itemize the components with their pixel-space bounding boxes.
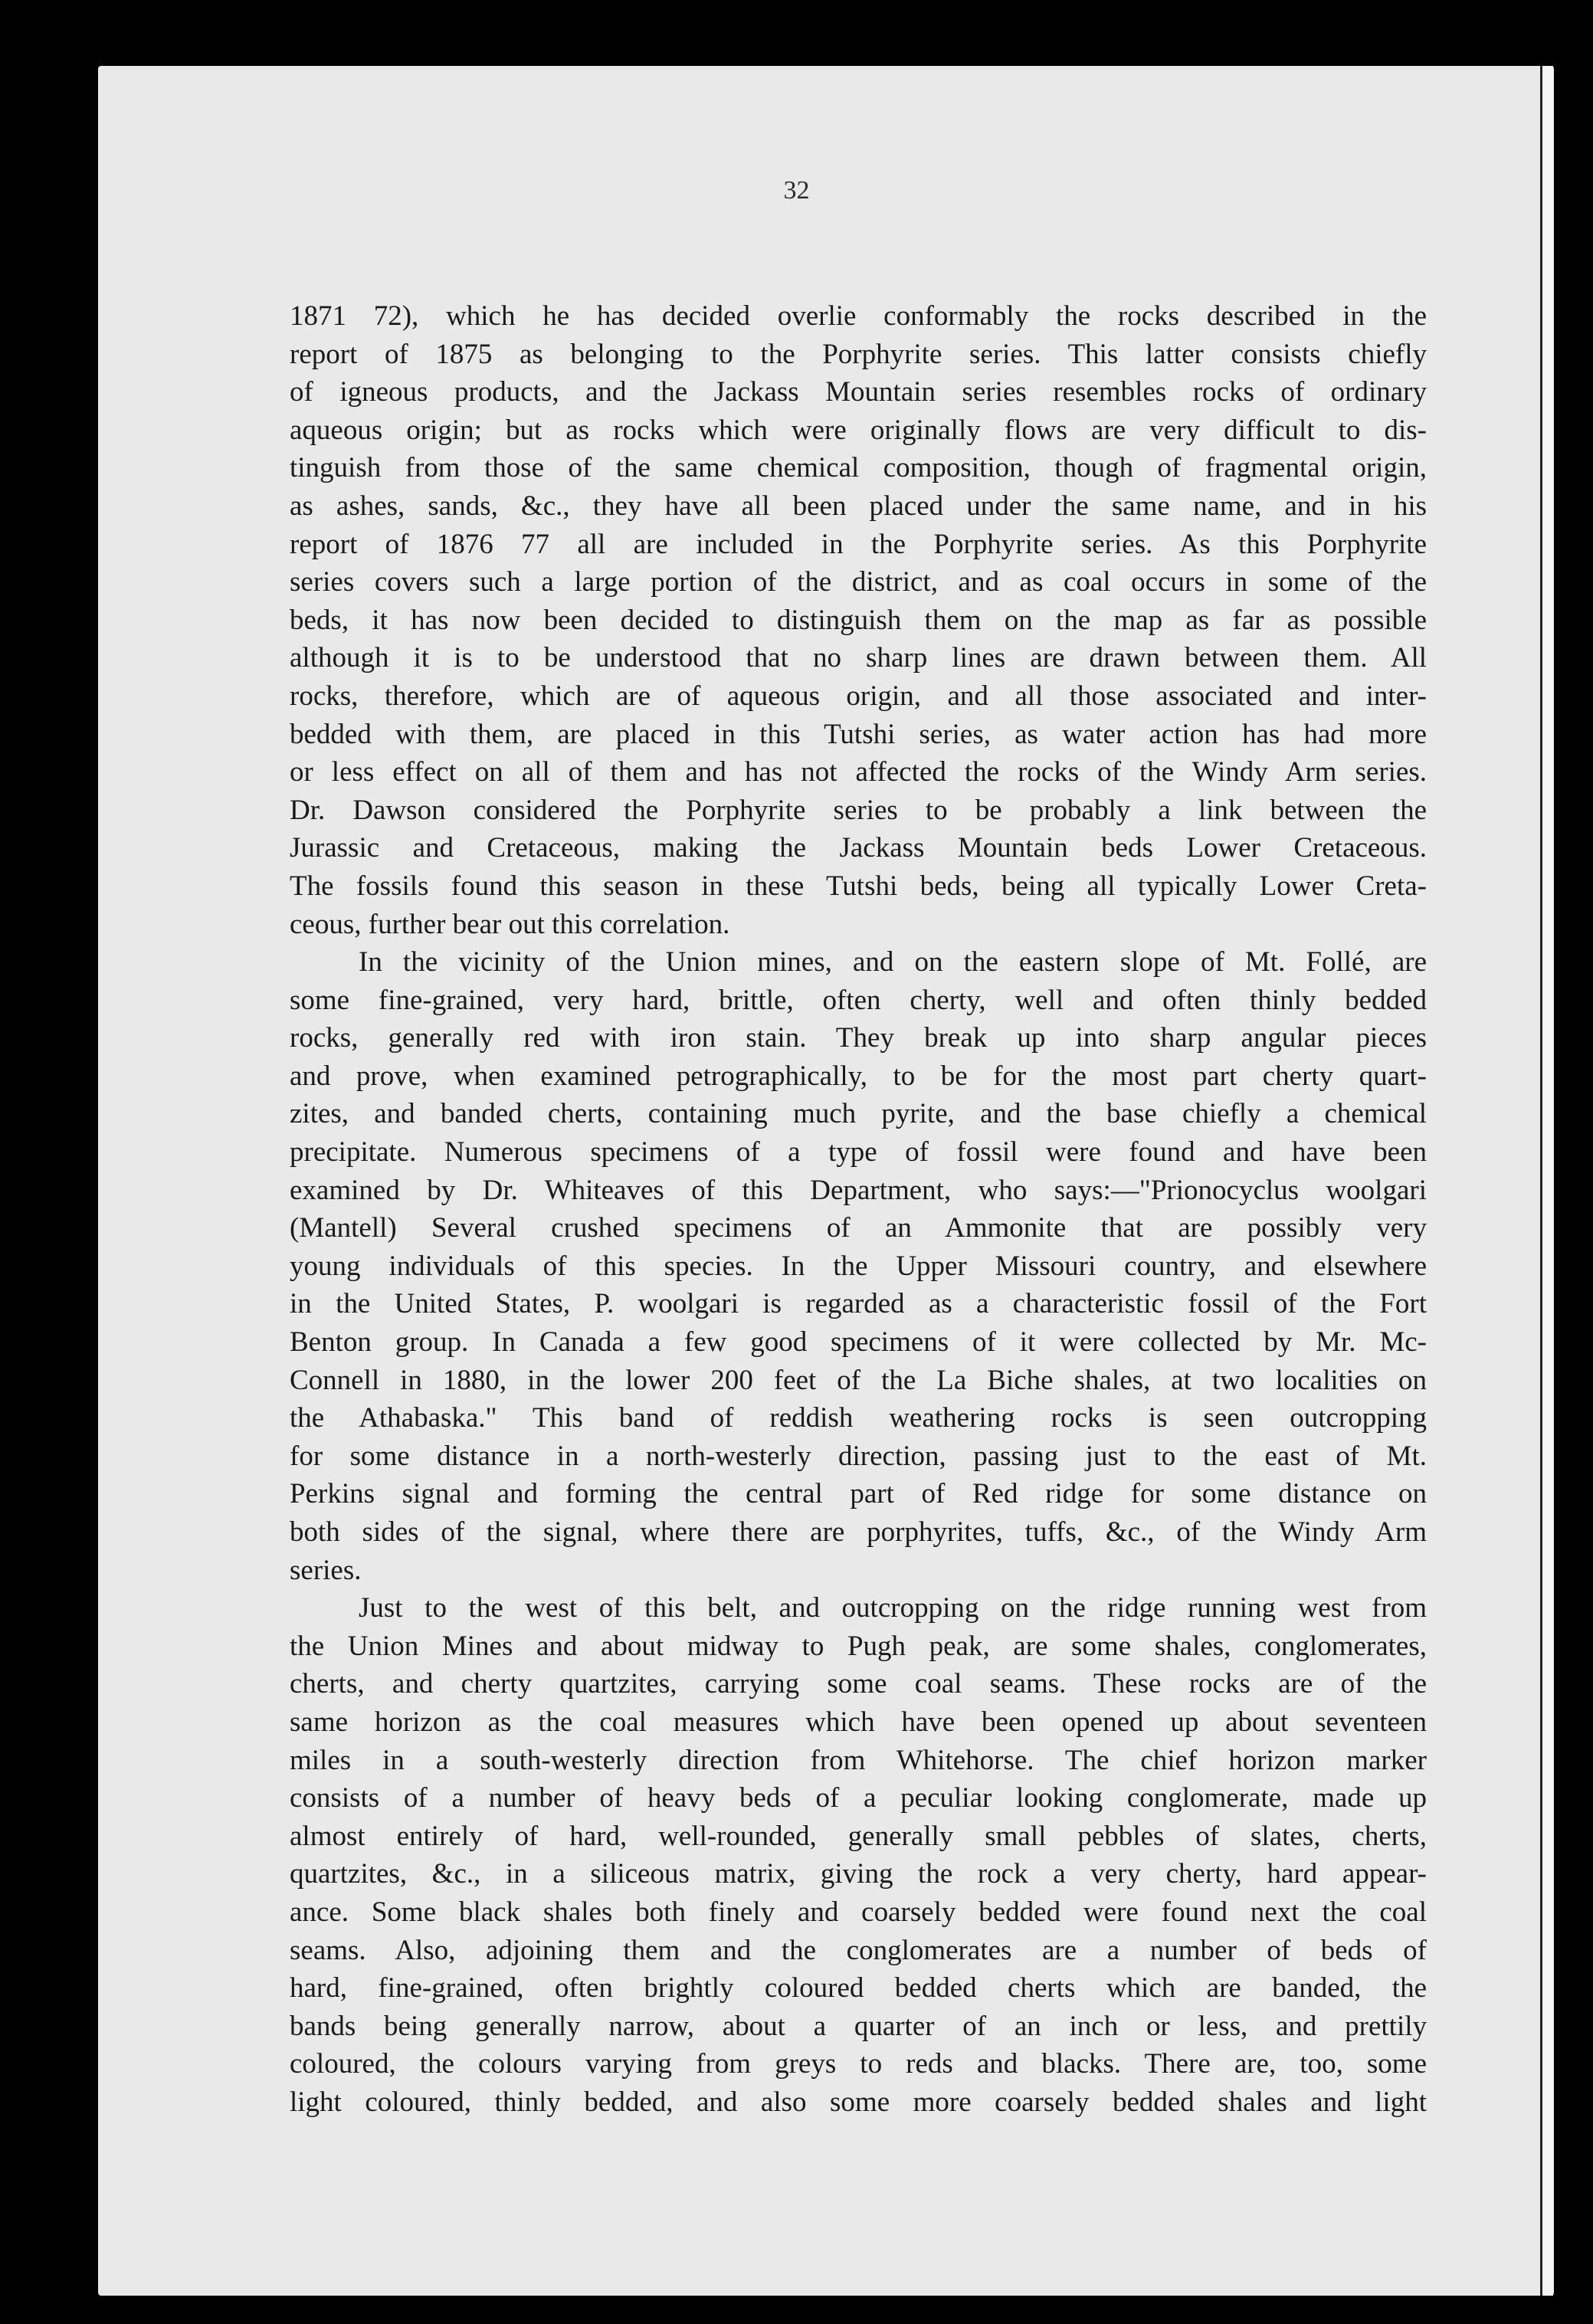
text-line: rocks, generally red with iron stain. They break up into sharp angular pieces <box>290 1022 1427 1054</box>
text-line: quartzites, &c., in a siliceous matrix, giving the rock a very cherty, hard appear- <box>290 1858 1427 1890</box>
text-line: ceous, further bear out this correlation. <box>290 908 730 940</box>
text-line: of igneous products, and the Jackass Mountain series resembles rocks of ordinary <box>290 376 1427 408</box>
text-line: in the United States, P. woolgari is regarded as a characteristic fossil of the Fort <box>290 1288 1427 1320</box>
page-edge <box>1540 66 1553 2296</box>
text-line: miles in a south-westerly direction from Whitehorse. The chief horizon marker <box>290 1744 1427 1776</box>
text-line: or less effect on all of them and has not affected the rocks of the Windy Arm series. <box>290 756 1427 788</box>
text-line: same horizon as the coal measures which have been opened up about seventeen <box>290 1706 1427 1738</box>
text-line: coloured, the colours varying from greys to reds and blacks. There are, too, some <box>290 2048 1427 2080</box>
text-line: bedded with them, are placed in this Tutshi series, as water action has had more <box>290 718 1427 750</box>
text-line: In the vicinity of the Union mines, and on the eastern slope of Mt. Follé, are <box>359 946 1427 978</box>
text-line: consists of a number of heavy beds of a peculiar looking conglomerate, made up <box>290 1782 1427 1814</box>
text-line: report of 1876 77 all are included in the Porphyrite series. As this Porphyrite <box>290 528 1427 560</box>
paragraph-3 <box>290 1589 1427 2121</box>
page-number: 32 <box>783 176 810 205</box>
text-line: series. <box>290 1554 362 1586</box>
text-line: The fossils found this season in these Tutshi beds, being all typically Lower Creta- <box>290 870 1427 902</box>
text-line: seams. Also, adjoining them and the conglomerates are a number of beds of <box>290 1934 1427 1966</box>
text-line: bands being generally narrow, about a quarter of an inch or less, and prettily <box>290 2010 1427 2042</box>
text-line: cherts, and cherty quartzites, carrying some coal seams. These rocks are of the <box>290 1668 1427 1700</box>
text-line: both sides of the signal, where there are porphyrites, tuffs, &c., of the Windy Arm <box>290 1516 1427 1548</box>
text-line: hard, fine-grained, often brightly coloured bedded cherts which are banded, the <box>290 1972 1427 2004</box>
text-line: Benton group. In Canada a few good specimens of it were collected by Mr. Mc- <box>290 1326 1427 1359</box>
text-line: as ashes, sands, &c., they have all been placed under the same name, and in his <box>290 490 1427 522</box>
text-line: light coloured, thinly bedded, and also some more coarsely bedded shales and light <box>290 2086 1427 2118</box>
text-line: the Union Mines and about midway to Pugh peak, are some shales, conglomerates, <box>290 1630 1427 1662</box>
text-line: almost entirely of hard, well-rounded, generally small pebbles of slates, cherts, <box>290 1820 1427 1852</box>
text-line: tinguish from those of the same chemical composition, though of fragmental origin, <box>290 452 1427 484</box>
text-line: Jurassic and Cretaceous, making the Jackass Mountain beds Lower Cretaceous. <box>290 832 1427 864</box>
text-line: ance. Some black shales both finely and coarsely bedded were found next the coal <box>290 1896 1427 1928</box>
text-line: aqueous origin; but as rocks which were originally flows are very difficult to dis- <box>290 414 1427 446</box>
text-line: some fine-grained, very hard, brittle, often cherty, well and often thinly bedded <box>290 984 1427 1016</box>
text-line: report of 1875 as belonging to the Porphyrite series. This latter consists chiefly <box>290 338 1427 370</box>
text-line: and prove, when examined petrographically, to be for the most part cherty quart- <box>290 1060 1427 1092</box>
text-line: precipitate. Numerous specimens of a type of fossil were found and have been <box>290 1136 1427 1169</box>
text-line: Connell in 1880, in the lower 200 feet of the La Biche shales, at two localities on <box>290 1364 1427 1396</box>
text-line: for some distance in a north-westerly direction, passing just to the east of Mt. <box>290 1440 1427 1472</box>
text-line: the Athabaska." This band of reddish weathering rocks is seen outcropping <box>290 1402 1427 1434</box>
text-line: beds, it has now been decided to distinguish them on the map as far as possible <box>290 604 1427 636</box>
text-line: 1871 72), which he has decided overlie conformably the rocks described in the <box>290 300 1427 332</box>
text-line: rocks, therefore, which are of aqueous origin, and all those associated and inter- <box>290 680 1427 712</box>
text-line: (Mantell) Several crushed specimens of an Ammonite that are possibly very <box>290 1212 1427 1244</box>
text-line: Just to the west of this belt, and outcropping on the ridge running west from <box>359 1592 1427 1624</box>
text-line: Perkins signal and forming the central part of Red ridge for some distance on <box>290 1478 1427 1510</box>
paragraph-2 <box>290 943 1427 1589</box>
text-line: zites, and banded cherts, containing much pyrite, and the base chiefly a chemical <box>290 1098 1427 1130</box>
text-line: although it is to be understood that no sharp lines are drawn between them. All <box>290 642 1427 674</box>
paragraph-1 <box>290 297 1427 943</box>
text-line: examined by Dr. Whiteaves of this Department, who says:—"Prionocyclus woolgari <box>290 1174 1427 1206</box>
body-text <box>290 297 1427 2122</box>
text-line: Dr. Dawson considered the Porphyrite series to be probably a link between the <box>290 794 1427 826</box>
text-line: series covers such a large portion of the district, and as coal occurs in some of the <box>290 566 1427 598</box>
text-line: young individuals of this species. In the Upper Missouri country, and elsewhere <box>290 1250 1427 1282</box>
